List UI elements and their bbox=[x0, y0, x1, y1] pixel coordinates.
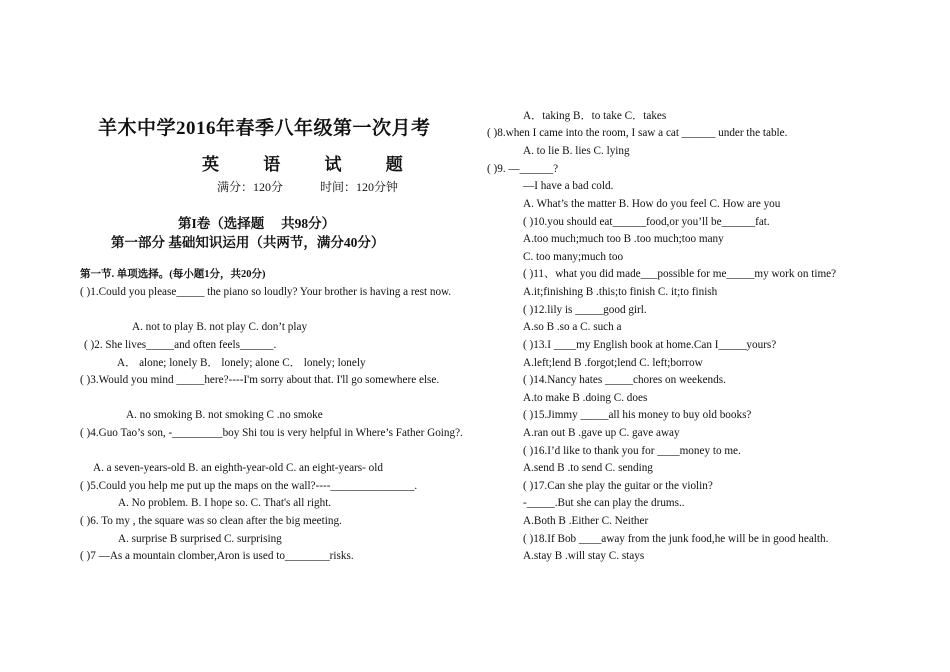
question-line: ( )4.Guo Tao’s son, -_________boy Shi tou is very helpful in Where’s Father Going?. bbox=[80, 427, 463, 439]
question-line: ( )14.Nancy hates _____chores on weekends. bbox=[523, 374, 726, 386]
answer-options: A. no smoking B. not smoking C .no smoke bbox=[126, 409, 323, 421]
question-line: ( )1.Could you please_____ the piano so loudly? Your brother is having a rest now. bbox=[80, 286, 452, 298]
answer-options: A.so B .so a C. such a bbox=[523, 321, 622, 333]
question-line: ( )3.Would you mind _____here?----I'm sorry about that. I'll go somewhere else. bbox=[80, 374, 440, 386]
question-line: —I have a bad cold. bbox=[523, 180, 614, 192]
answer-options: A. What’s the matter B. How do you feel C. How are you bbox=[523, 198, 781, 210]
answer-options: A.ran out B .gave up C. gave away bbox=[523, 427, 680, 439]
answer-options: A.send B .to send C. sending bbox=[523, 462, 653, 474]
question-line: ( )5.Could you help me put up the maps on the wall?----_______________. bbox=[80, 480, 418, 492]
answer-options: A.to make B .doing C. does bbox=[523, 392, 648, 404]
answer-options: A.stay B .will stay C. stays bbox=[523, 550, 645, 562]
question-line: ( )12.lily is _____good girl. bbox=[523, 304, 647, 316]
question-line: ( )6. To my , the square was so clean after the big meeting. bbox=[80, 515, 342, 527]
question-line: ( )16.I’d like to thank you for ____money to me. bbox=[523, 445, 741, 457]
answer-options: A.left;lend B .forgot;lend C. left;borrow bbox=[523, 357, 703, 369]
answer-options: A.Both B .Either C. Neither bbox=[523, 515, 649, 527]
question-line: ( )8.when I came into the room, I saw a cat ______ under the table. bbox=[487, 127, 788, 139]
answer-options: A. surprise B surprised C. surprising bbox=[118, 533, 282, 545]
exam-title: 羊木中学2016年春季八年级第一次月考 bbox=[98, 118, 431, 139]
answer-options: C. too many;much too bbox=[523, 251, 624, 263]
answer-options: A． alone; lonely B． lonely; alone C． lonely; lonely bbox=[117, 357, 366, 369]
question-line: ( )2. She lives_____and often feels______. bbox=[84, 339, 277, 351]
answer-options: A. to lie B. lies C. lying bbox=[523, 145, 630, 157]
answer-options: A. not to play B. not play C. don’t play bbox=[132, 321, 308, 333]
question-line: ( )7 —As a mountain clomber,Aron is used to________risks. bbox=[80, 550, 354, 562]
part-heading: 第一部分 基础知识运用（共两节，满分40分） bbox=[111, 235, 385, 250]
answer-options: A.it;finishing B .this;to finish C. it;to finish bbox=[523, 286, 718, 298]
question-line: ( )18.If Bob ____away from the junk food,he will be in good health. bbox=[523, 533, 829, 545]
volume-heading: 第I卷（选择题 共98分） bbox=[178, 216, 336, 231]
question-line: -_____.But she can play the drums.. bbox=[523, 497, 685, 509]
section-heading: 第一节. 单项选择。(每小题1分，共20分) bbox=[80, 269, 266, 280]
question-line: ( )9. —______? bbox=[487, 163, 559, 175]
exam-subject: 英 语 试 题 bbox=[202, 155, 423, 174]
full-score: 满分：120分 bbox=[217, 180, 284, 194]
question-line: ( )15.Jimmy _____all his money to buy old books? bbox=[523, 409, 752, 421]
question-line: ( )11、what you did made___possible for me_____my work on time? bbox=[523, 268, 837, 280]
question-line: ( )13.I ____my English book at home.Can I_____yours? bbox=[523, 339, 777, 351]
question-line: ( )10.you should eat______food,or you’ll be______fat. bbox=[523, 216, 770, 228]
exam-time: 时间：120分钟 bbox=[320, 180, 399, 194]
answer-options: A.too much;much too B .too much;too many bbox=[523, 233, 724, 245]
answer-options: A．taking B．to take C．takes bbox=[523, 110, 667, 122]
answer-options: A. a seven-years-old B. an eighth-year-old C. an eight-years- old bbox=[93, 462, 383, 474]
question-line: ( )17.Can she play the guitar or the violin? bbox=[523, 480, 713, 492]
answer-options: A. No problem. B. I hope so. C. That's all right. bbox=[118, 497, 332, 509]
